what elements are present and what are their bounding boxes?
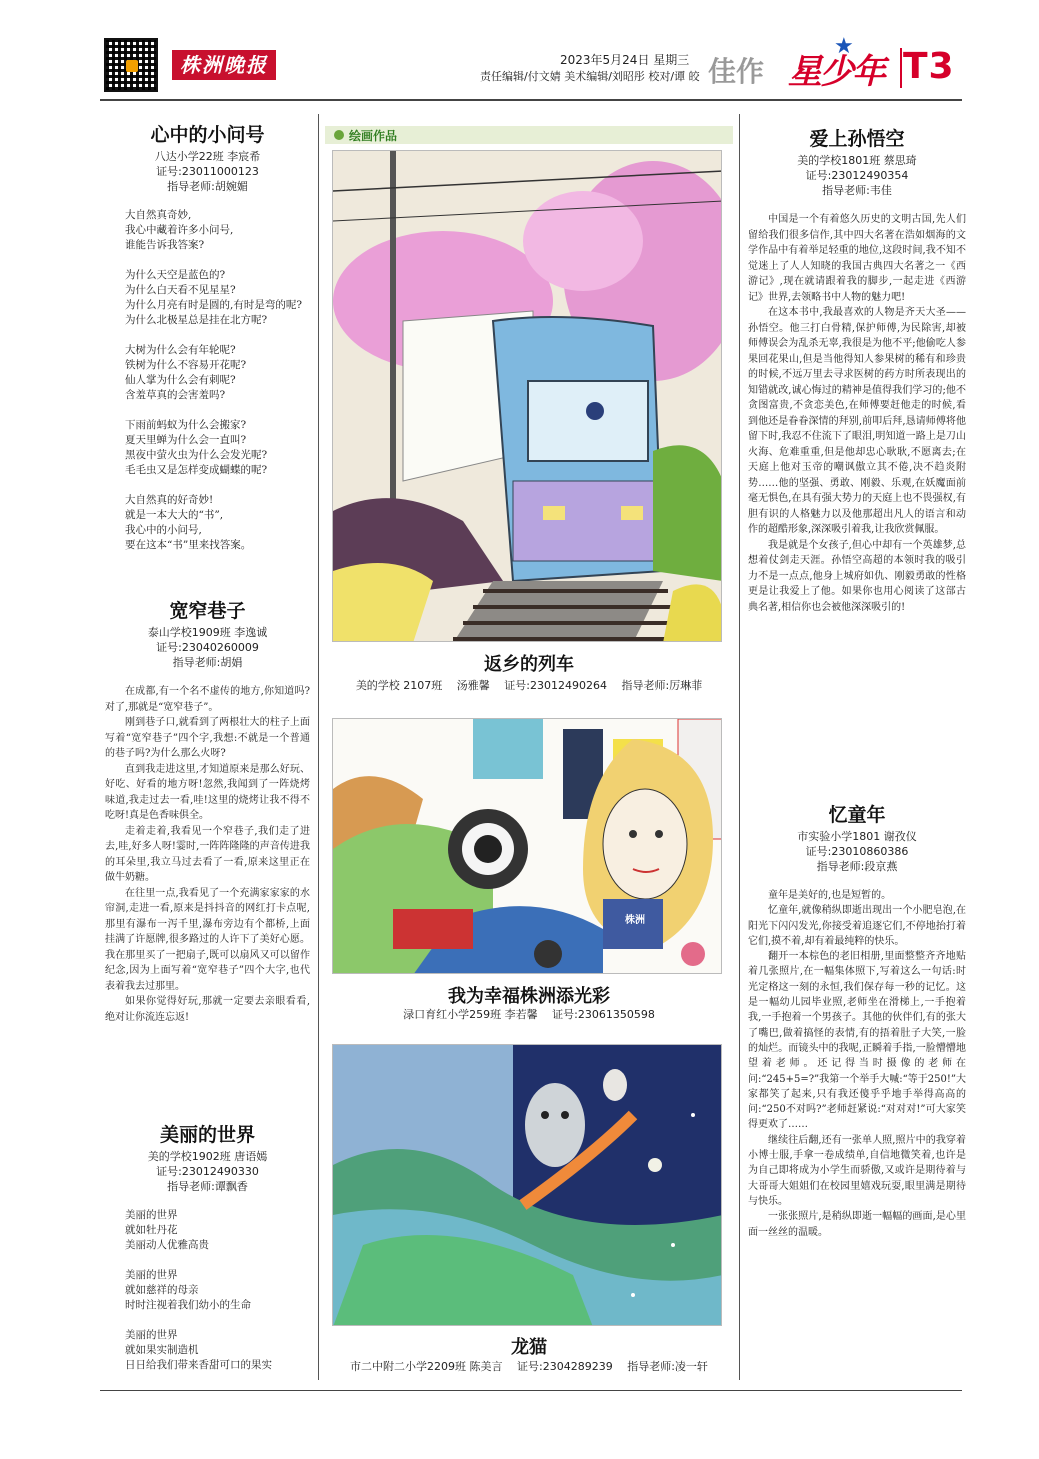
poem-line: 美丽的世界 bbox=[125, 1209, 178, 1221]
author-school: 美的学校1801班 蔡思琦 bbox=[797, 154, 917, 167]
poem-line: 为什么白天看不见星星? bbox=[125, 284, 236, 296]
column-rule bbox=[739, 114, 740, 1380]
painting-zhuzhou bbox=[332, 718, 722, 974]
poem-line: 仙人掌为什么会有刺呢? bbox=[125, 374, 236, 386]
cert-number: 证号:23012490354 bbox=[805, 169, 909, 182]
cert-number: 证号:23010860386 bbox=[805, 845, 909, 858]
cert-number: 证号:23012490330 bbox=[156, 1165, 259, 1178]
teacher-name: 指导老师:胡婉媚 bbox=[167, 180, 248, 193]
issue-date: 2023年5月24日 星期三 bbox=[560, 53, 690, 67]
footer-rule bbox=[100, 1390, 962, 1391]
artwork-meta: 市二中附二小学2209班 陈美言 证号:2304289239 指导老师:凌一轩 bbox=[350, 1360, 708, 1373]
section-name: 佳作 bbox=[708, 55, 765, 88]
article-body bbox=[748, 888, 966, 1240]
totoro-illustration bbox=[333, 1045, 722, 1326]
author-school: 市实验小学1801 谢孜仪 bbox=[797, 830, 917, 843]
stanza bbox=[125, 418, 310, 478]
page-number: T3 bbox=[903, 46, 955, 87]
author-school: 美的学校1902班 唐语嫣 bbox=[147, 1150, 268, 1163]
poem-line: 美丽的世界 bbox=[125, 1329, 178, 1341]
teacher-name: 指导老师:谭飘香 bbox=[167, 1180, 248, 1193]
paragraph: 如果你觉得好玩,那就一定要去亲眼看看,绝对让你流连忘返! bbox=[105, 996, 310, 1023]
poem-line: 为什么天空是蓝色的? bbox=[125, 269, 226, 281]
artwork-title: 返乡的列车 bbox=[484, 654, 574, 675]
article-title: 美丽的世界 bbox=[159, 1124, 255, 1146]
poem-line: 日日给我们带来香甜可口的果实 bbox=[125, 1359, 272, 1371]
gallery-header bbox=[325, 126, 733, 144]
stanza bbox=[125, 1208, 310, 1253]
paragraph: 童年是美好的,也是短暂的。 bbox=[768, 890, 892, 901]
paragraph: 中国是一个有着悠久历史的文明古国,先人们留给我们很多信作,其中四大名著在浩如烟海的文学作品中有着举足轻重的地位,这段时间,我不知不觉迷上了人人知晓的我国古典四大名著之一《西游记》,现在就请跟着我的脚步,一起走进《西游记》世界,去领略书中人物的魅力吧! bbox=[748, 214, 966, 303]
paragraph: 一张张照片,是稍纵即逝一幅幅的画面,是心里面一丝丝的温暖。 bbox=[748, 1211, 966, 1238]
poem-line: 大自然真奇妙, bbox=[125, 209, 192, 221]
painting-train bbox=[332, 150, 722, 642]
artwork-title: 龙猫 bbox=[511, 1337, 547, 1358]
poem-line: 就是一本大大的“书”, bbox=[125, 509, 224, 521]
poem-line: 大自然真的好奇妙! bbox=[125, 494, 214, 506]
paragraph: 在这本书中,我最喜欢的人物是齐天大圣——孙悟空。他三打白骨精,保护师傅,为民除害,却被师傅误会为乱杀无辜,我很是为他不平;他偷吃人参果回花果山,但是当他得知人参果树的稀有和珍贵的时候,不远万里去寻求医树的药方时所表现出的知错就改,诚心悔过的精神是值得我们学习的;他不贪图富贵,不贪恋美色,在师傅要赶他走的时候,看到他还是眷眷深情的拜别,前叩后拜,恳请师傅将他留下时,我忍不住流下了眼泪,明知道一路上是刀山火海、危难重重,但是他却忠心耿耿,不愿离去;在天庭上他对玉帝的嘲讽傲立其不倦,决不趋炎附势……他的坚强、勇敢、刚毅、乐观,在妖魔面前毫无惧色,在具有强大势力的天庭上也不畏强权,有胆有识的人格魅力以及他那超出凡人的语言和动作的超酷形象,深深吸引着我,让我欣赏佩服。 bbox=[748, 307, 966, 535]
newspaper-masthead: 株洲晚报 bbox=[172, 50, 276, 80]
poem-line: 毛毛虫又是怎样变成蝴蝶的呢? bbox=[125, 464, 268, 476]
author-school: 八达小学22班 李宸希 bbox=[154, 150, 261, 163]
poem-line: 要在这本“书”里来找答案。 bbox=[125, 539, 252, 551]
paragraph: 在往里一点,我看见了一个充满家家家的水帘洞,走进一看,原来是抖抖音的网红打卡点呢,那里有瀑布一泻千里,瀑布旁边有个都桥,上面挂满了许愿牌,很多路过的人许下了美好心愿。我在那里买了一把扇子,既可以扇风又可以留作纪念,因为上面写着“宽窄巷子”四个大字,也代表着我去过那里。 bbox=[105, 887, 310, 992]
poem-line: 谁能告诉我答案? bbox=[125, 239, 205, 251]
header-separator bbox=[900, 48, 902, 88]
poem-line: 就如牡丹花 bbox=[125, 1224, 178, 1236]
artwork-meta: 渌口育红小学259班 李若馨 证号:23061350598 bbox=[403, 1008, 655, 1021]
paragraph: 刚到巷子口,就看到了两根壮大的柱子上面写着“宽窄巷子”四个字,我想:不就是一个普通的巷子吗?为什么那么火呀? bbox=[105, 717, 310, 759]
poem-line: 就如慈祥的母亲 bbox=[125, 1284, 199, 1296]
painting-totoro bbox=[332, 1044, 722, 1326]
paragraph: 翻开一本棕色的老旧相册,里面整整齐齐地贴着几张照片,在一幅集体照下,写着这么一句话:时光定格这一刻的永恒,我们保存每一秒的记忆。这是一幅幼儿园毕业照,老师坐在滑梯上,一手抱着我,一手抱着一个男孩子。其他的伙伴们,有的张大了嘴巴,做着搞怪的表情,有的捂着肚子大笑,一脸的灿烂。而镜头中的我呢,正瞬着手指,一脸懵懵地望着老师。还记得当时摄像的老师在问:“245+5=?”我第一个举手大喊:“等于250!”大家都笑了起来,只有我还傻乎乎地手举得高高的问:“250不对吗?”老师赶紧说:“对对对!”可大家笑得更欢了…… bbox=[748, 951, 966, 1131]
paragraph: 我是就是个女孩子,但心中却有一个英雄梦,总想着仗剑走天涯。孙悟空高超的本领时我的吸引力不是一点点,他身上城府如仇、刚毅勇敢的性格更是让我爱上了他。如果你也用心阅读了这部古典名著,相信你也会被他深深吸引的! bbox=[748, 539, 966, 613]
poem-line: 美丽动人优雅高贵 bbox=[125, 1239, 209, 1251]
article-body bbox=[105, 684, 310, 1025]
stanza bbox=[125, 1268, 310, 1313]
poem-body bbox=[105, 1208, 310, 1373]
collage-illustration bbox=[333, 719, 722, 974]
article-title: 心中的小问号 bbox=[150, 124, 265, 146]
poem-line: 夏天里蝉为什么会一直叫? bbox=[125, 434, 247, 446]
stanza bbox=[125, 208, 310, 253]
paragraph: 直到我走进这里,才知道原来是那么好玩、好吃、好看的地方呀!忽然,我闻到了一阵烧烤味道,我走过去一看,哇!这里的烧烤让我不得不吃呀!真是色香味俱全。 bbox=[105, 763, 310, 821]
poem-line: 美丽的世界 bbox=[125, 1269, 178, 1281]
article-title: 宽窄巷子 bbox=[169, 600, 246, 622]
poem-body bbox=[105, 208, 310, 553]
bullet-icon bbox=[334, 130, 344, 140]
article-title: 爱上孙悟空 bbox=[809, 128, 905, 150]
stanza bbox=[125, 268, 310, 328]
poem-line: 下雨前蚂蚁为什么会搬家? bbox=[125, 419, 247, 431]
article-xinzhong bbox=[105, 120, 310, 568]
article-sunwukong bbox=[748, 124, 966, 615]
star-icon: ★ bbox=[834, 34, 854, 59]
artwork-title: 我为幸福株洲添光彩 bbox=[448, 986, 610, 1007]
editors-line: 责任编辑/付文婧 美术编辑/刘昭彤 校对/谭 皎 bbox=[480, 70, 700, 83]
column-brand: 星少年 bbox=[788, 52, 884, 92]
stanza bbox=[125, 343, 310, 403]
poem-line: 含羞草真的会害羞吗? bbox=[125, 389, 226, 401]
train-illustration bbox=[333, 151, 722, 642]
collage-sign: 株洲 bbox=[625, 915, 645, 926]
stanza bbox=[125, 1328, 310, 1373]
teacher-name: 指导老师:胡娟 bbox=[172, 656, 243, 669]
poem-line: 为什么月亮有时是圆的,有时是弯的呢? bbox=[125, 299, 302, 311]
paragraph: 走着走着,我看见一个窄巷子,我们走了进去,哇,好多人呀!霎时,一阵阵隆隆的声音传进我的耳朵里,我立马过去看了一看,原来这里正在做牛奶糖。 bbox=[105, 825, 310, 883]
poem-line: 我心中的小问号, bbox=[125, 524, 202, 536]
qr-code bbox=[104, 38, 158, 92]
paragraph: 在成都,有一个名不虚传的地方,你知道吗?对了,那就是“宽窄巷子”。 bbox=[105, 686, 310, 713]
poem-line: 时时注视着我们幼小的生命 bbox=[125, 1299, 251, 1311]
poem-line: 我心中藏着许多小问号, bbox=[125, 224, 234, 236]
article-meili bbox=[105, 1120, 310, 1373]
article-body bbox=[748, 212, 966, 615]
poem-line: 铁树为什么不容易开花呢? bbox=[125, 359, 247, 371]
cert-number: 证号:23011000123 bbox=[156, 165, 259, 178]
cert-number: 证号:23040260009 bbox=[156, 641, 259, 654]
poem-line: 就如果实制造机 bbox=[125, 1344, 199, 1356]
gallery-label: 绘画作品 bbox=[349, 129, 398, 143]
paragraph: 继续往后翻,还有一张单人照,照片中的我穿着小博士服,手拿一卷成绩单,自信地微笑着,也许是为自己即将成为小学生而骄傲,又或许是期待着与大哥哥大姐姐们在校园里嬉戏玩耍,眼里满是期待与快乐。 bbox=[748, 1134, 966, 1207]
paragraph: 忆童年,就像稍纵即逝出现出一个小肥皂泡,在阳光下闪闪发光,你接受着追逐它们,不停地抬打着它们,摸不着,却有着最纯粹的快乐。 bbox=[748, 905, 966, 947]
article-kuanzhai bbox=[105, 596, 310, 1025]
article-yitongnian bbox=[748, 800, 966, 1240]
poem-line: 大树为什么会有年轮呢? bbox=[125, 344, 236, 356]
teacher-name: 指导老师:韦佳 bbox=[822, 184, 892, 197]
author-school: 泰山学校1909班 李逸诚 bbox=[147, 626, 268, 639]
stanza bbox=[125, 493, 310, 553]
poem-line: 为什么北极星总是挂在北方呢? bbox=[125, 314, 268, 326]
teacher-name: 指导老师:段京燕 bbox=[816, 860, 898, 873]
article-title: 忆童年 bbox=[828, 804, 886, 826]
artwork-meta: 美的学校 2107班 汤雅馨 证号:23012490264 指导老师:厉琳菲 bbox=[355, 679, 703, 692]
column-rule bbox=[318, 114, 319, 1380]
poem-line: 黑夜中萤火虫为什么会发光呢? bbox=[125, 449, 268, 461]
header-rule bbox=[100, 99, 962, 101]
